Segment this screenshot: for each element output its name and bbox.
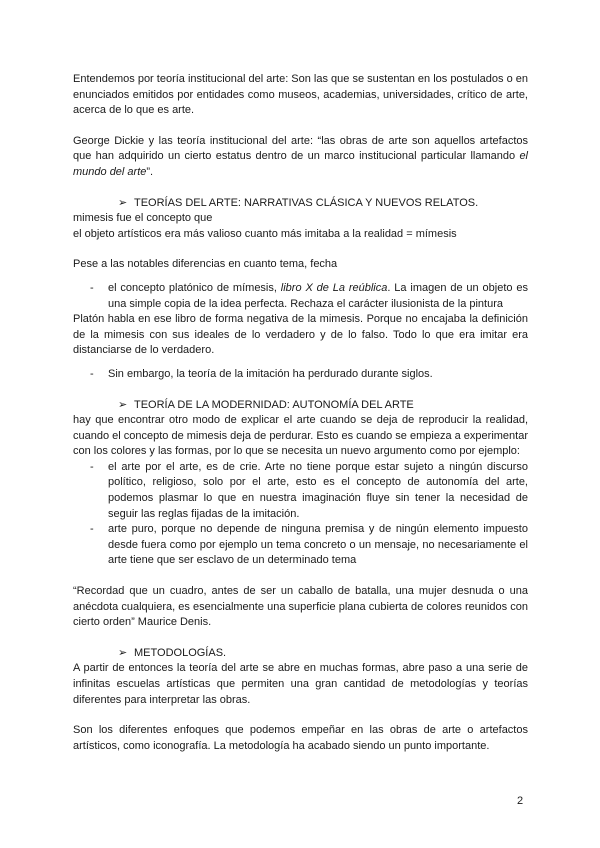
bullet-text: arte puro, porque no depende de ninguna premisa y de ningún elemento impuesto desde fuera como por ejemplo un tema concreto o un mensaje, no necesariamente el arte tiene que ser esclavo de un determinado tema (108, 523, 528, 567)
list-item (73, 522, 528, 569)
bullet-emphasis: libro X de La reública (280, 281, 388, 294)
list-modernity (73, 460, 528, 569)
paragraph-methodologies-1: A partir de entonces la teoría del arte se abre en muchas formas, abre paso a una serie de infinitas escuelas artísticas que permiten una gran cantidad de metodologías y teorías diferentes para interpretar las obras. (73, 662, 528, 706)
list-item (73, 367, 528, 383)
dickie-end: ”. (146, 165, 154, 178)
paragraph-platon: Platón habla en ese libro de forma negativa de la mimesis. Porque no encajaba la definición de la mimesis con sus ideales de lo verdadero y de lo falso. Todo lo que era imitar era distanciarse de lo verdadero. (73, 313, 528, 357)
arrow-bullet-icon: ➢ (118, 398, 128, 411)
heading-text: TEORÍAS DEL ARTE: NARRATIVAS CLÁSICA Y NUEVOS RELATOS. (134, 196, 479, 209)
bullet-text: Sin embargo, la teoría de la imitación ha perdurado durante siglos. (108, 367, 433, 380)
dickie-emphasis: el mundo del arte (73, 150, 528, 178)
paragraph-methodologies-2: Son los diferentes enfoques que podemos empeñar en las obras de arte o artefactos artísticos, como iconografía. La metodología ha acabado siendo un punto importante. (73, 724, 528, 752)
quote-maurice-denis: “Recordad que un cuadro, antes de ser un caballo de batalla, una mujer desnuda o una anécdota cualquiera, es esencialmente una superficie plana cubierta de colores reunidos con cierto orden” Maurice Denis. (73, 585, 528, 629)
heading-text: TEORÍA DE LA MODERNIDAD: AUTONOMÍA DEL ARTE (134, 398, 414, 411)
paragraph-george-dickie (73, 134, 528, 181)
dash-bullet: - (90, 460, 94, 473)
page-content (73, 72, 528, 754)
list-sin-embargo (73, 367, 528, 383)
list-platon (73, 281, 528, 312)
heading-text: METODOLOGÍAS. (134, 646, 227, 659)
dash-bullet: - (90, 523, 94, 536)
line-mimesis: mimesis fue el concepto que (73, 212, 213, 225)
bullet-text-post: . La imagen de un objeto es una simple copia de la idea perfecta. Rechaza el carácter ilusionista de la pintura (108, 281, 528, 310)
list-item (73, 460, 528, 522)
section-heading-methodologies (73, 646, 528, 662)
paragraph-institutional-theory: Entendemos por teoría institucional del arte: Son las que se sustentan en los postulados o en enunciados emitidos por entidades como museos, academias, universidades, crítico de arte, acerca de lo que es arte. (73, 73, 528, 117)
bullet-text: el arte por el arte, es de crie. Arte no tiene porque estar sujeto a ningún discurso político, religioso, solo por el arte, esto es el concepto de autonomía del arte, podemos plasmar lo que en nuestra imaginación fluye sin tener la necesidad de seguir las reglas fijadas de la imitación. (108, 460, 528, 520)
paragraph-modernity: hay que encontrar otro modo de explicar el arte cuando se deja de reproducir la realidad, cuando el concepto de mimesis deja de perdurar. Esto es cuando se empieza a experimentar con los colores y las formas, por lo que se necesita un nuevo argumento como por ejemplo: (73, 414, 528, 458)
dash-bullet: - (90, 281, 94, 294)
arrow-bullet-icon: ➢ (118, 646, 128, 659)
arrow-bullet-icon: ➢ (118, 196, 128, 209)
section-heading-modernity (73, 398, 528, 414)
line-pese: Pese a las notables diferencias en cuanto tema, fecha (73, 258, 338, 271)
line-objeto-artistico: el objeto artísticos era más valioso cuanto más imitaba a la realidad = mímesis (73, 227, 457, 240)
section-heading-classical (73, 196, 528, 212)
dickie-text: George Dickie y las teoría institucional del arte: “las obras de arte son aquellos artefactos que han adquirido un cierto estatus dentro de un marco institucional particular llamando (73, 134, 528, 163)
bullet-text-pre: el concepto platónico de mímesis, (108, 281, 281, 294)
list-item (73, 281, 528, 312)
page-number: 2 (517, 795, 524, 807)
dash-bullet: - (90, 367, 94, 380)
